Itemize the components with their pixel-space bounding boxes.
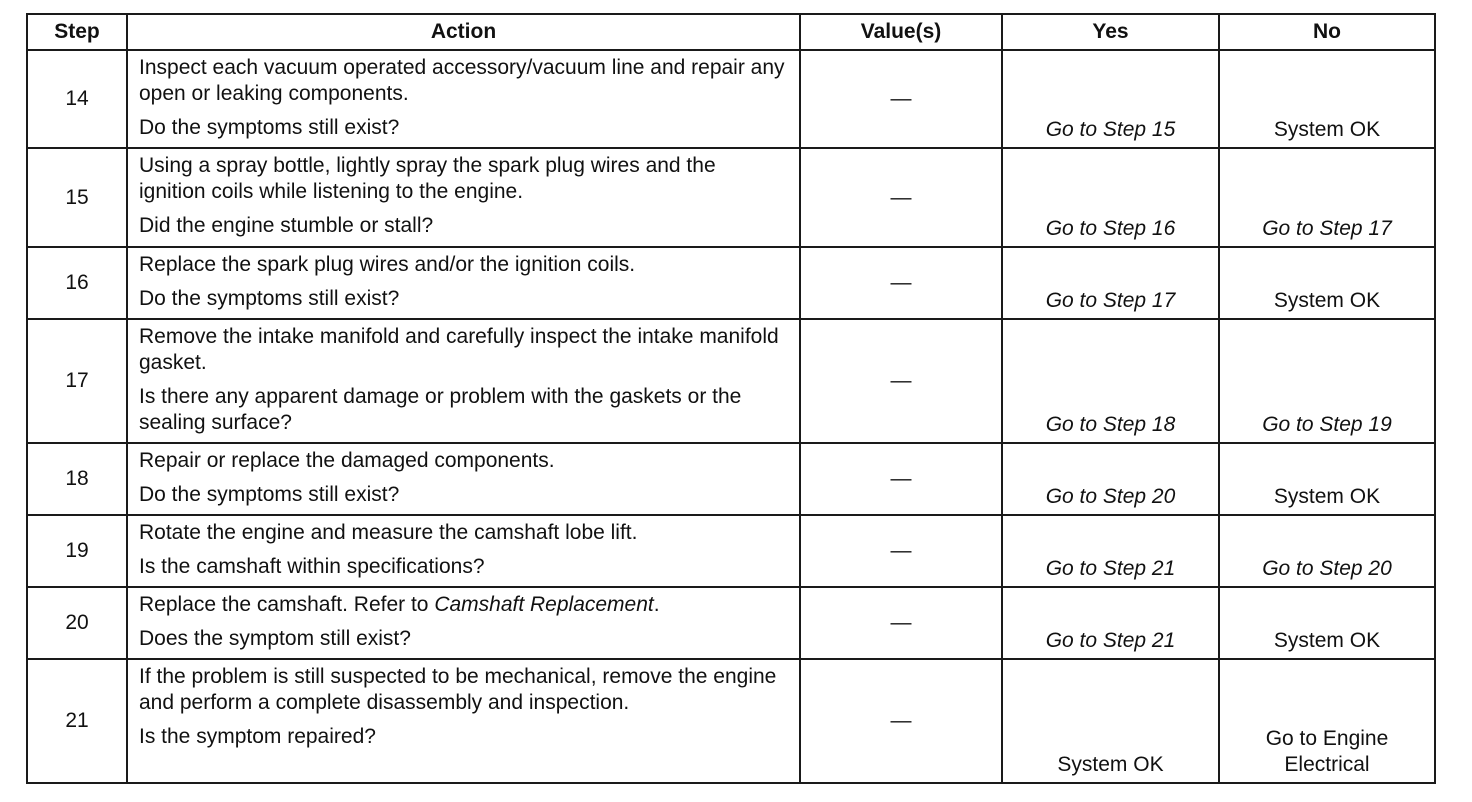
no-result: System OK bbox=[1219, 587, 1435, 659]
no-result: System OK bbox=[1219, 247, 1435, 319]
value-cell: — bbox=[800, 50, 1002, 148]
diagnostic-table-container bbox=[26, 13, 1436, 784]
action-text-end: . bbox=[653, 593, 660, 616]
table-row bbox=[27, 587, 1435, 659]
action-text: If the problem is still suspected to be mechanical, remove the engine and perform a complete disassembly and inspection. bbox=[139, 665, 777, 714]
table-row bbox=[27, 443, 1435, 515]
action-text bbox=[139, 592, 787, 618]
table-row bbox=[27, 319, 1435, 443]
no-result: Go to Engine Electrical bbox=[1219, 659, 1435, 783]
header-no: No bbox=[1219, 14, 1435, 50]
action-question: Do the symptoms still exist? bbox=[139, 483, 400, 506]
step-number: 19 bbox=[27, 515, 127, 587]
step-number: 18 bbox=[27, 443, 127, 515]
yes-result: Go to Step 21 bbox=[1002, 587, 1219, 659]
action-cell bbox=[127, 659, 800, 783]
step-number: 14 bbox=[27, 50, 127, 148]
yes-result: Go to Step 20 bbox=[1002, 443, 1219, 515]
header-yes: Yes bbox=[1002, 14, 1219, 50]
no-result: System OK bbox=[1219, 50, 1435, 148]
step-number: 16 bbox=[27, 247, 127, 319]
action-text: Using a spray bottle, lightly spray the spark plug wires and the ignition coils while listening to the engine. bbox=[139, 154, 716, 203]
yes-result: Go to Step 21 bbox=[1002, 515, 1219, 587]
no-result: Go to Step 17 bbox=[1219, 148, 1435, 247]
table-row bbox=[27, 247, 1435, 319]
step-number: 20 bbox=[27, 587, 127, 659]
action-text-lead: Replace the camshaft. Refer to bbox=[139, 593, 435, 616]
action-question: Did the engine stumble or stall? bbox=[139, 214, 434, 237]
value-cell: — bbox=[800, 587, 1002, 659]
table-row bbox=[27, 148, 1435, 247]
value-cell: — bbox=[800, 659, 1002, 783]
table-row bbox=[27, 50, 1435, 148]
value-cell: — bbox=[800, 443, 1002, 515]
action-cell bbox=[127, 148, 800, 247]
yes-result: Go to Step 18 bbox=[1002, 319, 1219, 443]
action-question: Do the symptoms still exist? bbox=[139, 287, 400, 310]
step-number: 21 bbox=[27, 659, 127, 783]
action-text: Repair or replace the damaged components. bbox=[139, 449, 555, 472]
action-text: Replace the spark plug wires and/or the ignition coils. bbox=[139, 253, 636, 276]
action-question: Is there any apparent damage or problem with the gaskets or the sealing surface? bbox=[139, 385, 742, 434]
action-question: Is the camshaft within specifications? bbox=[139, 555, 485, 578]
table-row bbox=[27, 659, 1435, 783]
value-cell: — bbox=[800, 515, 1002, 587]
table-row bbox=[27, 515, 1435, 587]
step-number: 17 bbox=[27, 319, 127, 443]
camshaft-replacement-reference: Camshaft Replacement bbox=[434, 593, 654, 616]
yes-result: Go to Step 17 bbox=[1002, 247, 1219, 319]
action-text: Remove the intake manifold and carefully inspect the intake manifold gasket. bbox=[139, 325, 779, 374]
action-text: Inspect each vacuum operated accessory/vacuum line and repair any open or leaking components. bbox=[139, 56, 785, 105]
header-row bbox=[27, 14, 1435, 50]
action-question: Do the symptoms still exist? bbox=[139, 116, 400, 139]
action-cell bbox=[127, 443, 800, 515]
action-cell bbox=[127, 319, 800, 443]
action-text: Rotate the engine and measure the camshaft lobe lift. bbox=[139, 521, 638, 544]
value-cell: — bbox=[800, 247, 1002, 319]
step-number: 15 bbox=[27, 148, 127, 247]
diagnostic-table bbox=[26, 13, 1436, 784]
value-cell: — bbox=[800, 148, 1002, 247]
yes-result: Go to Step 15 bbox=[1002, 50, 1219, 148]
header-values: Value(s) bbox=[800, 14, 1002, 50]
action-cell bbox=[127, 515, 800, 587]
value-cell: — bbox=[800, 319, 1002, 443]
action-question: Does the symptom still exist? bbox=[139, 627, 411, 650]
header-action: Action bbox=[127, 14, 800, 50]
yes-result: System OK bbox=[1002, 659, 1219, 783]
action-cell bbox=[127, 247, 800, 319]
no-result: Go to Step 19 bbox=[1219, 319, 1435, 443]
action-cell bbox=[127, 50, 800, 148]
action-question: Is the symptom repaired? bbox=[139, 725, 376, 748]
action-cell bbox=[127, 587, 800, 659]
no-result: Go to Step 20 bbox=[1219, 515, 1435, 587]
no-result: System OK bbox=[1219, 443, 1435, 515]
header-step: Step bbox=[27, 14, 127, 50]
yes-result: Go to Step 16 bbox=[1002, 148, 1219, 247]
